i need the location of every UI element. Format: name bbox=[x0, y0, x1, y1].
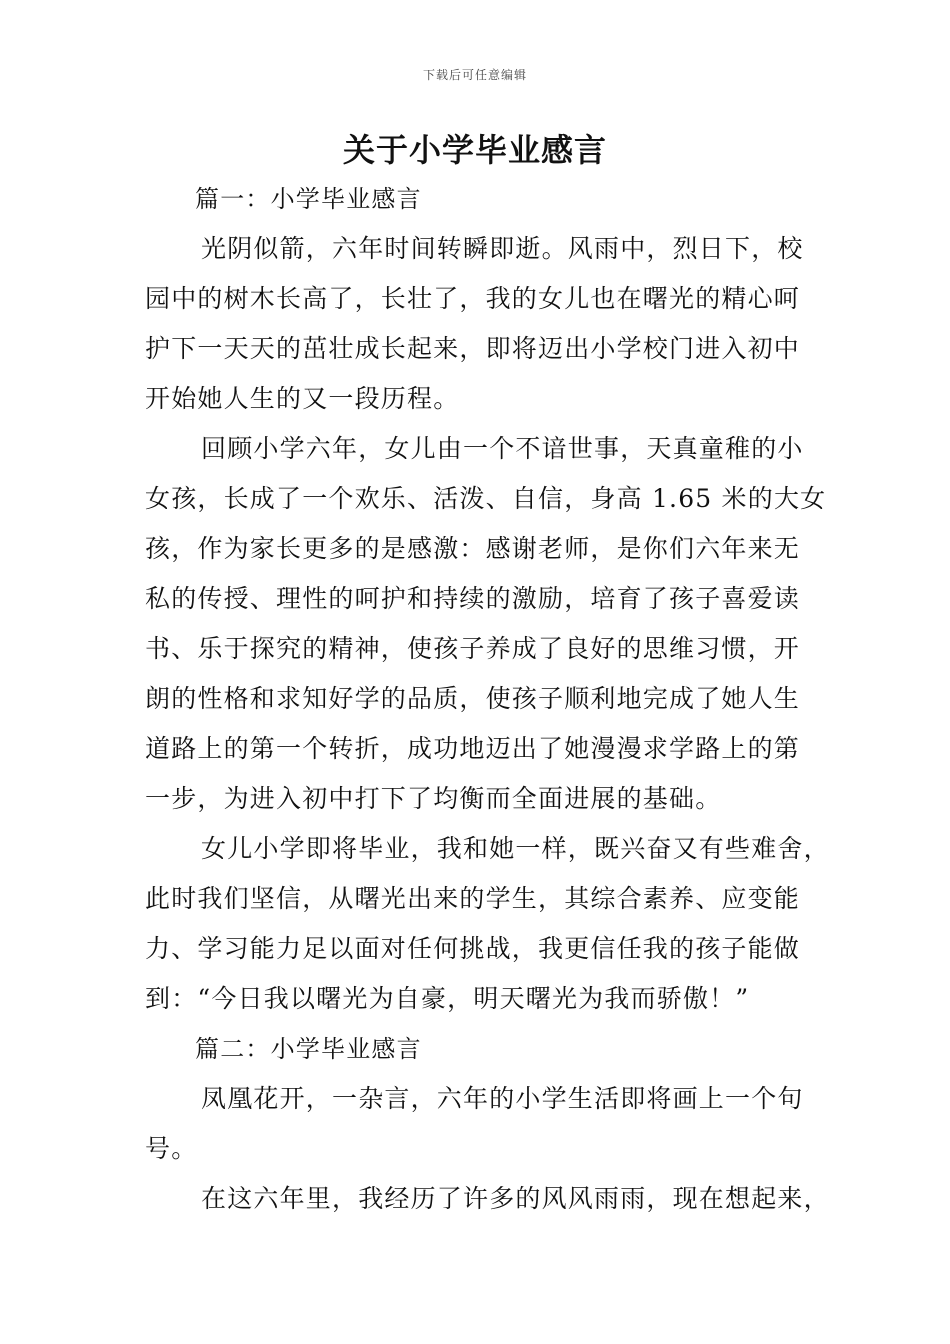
text-line: 此时我们坚信，从曙光出来的学生，其综合素养、应变能 bbox=[145, 884, 801, 913]
text-line: 凤凰花开，一杂言，六年的小学生活即将画上一个句 bbox=[201, 1084, 804, 1113]
text-line: 女孩，长成了一个欢乐、活泼、自信，身高 1.65 米的大女 bbox=[145, 484, 827, 513]
text-line: 在这六年里，我经历了许多的风风雨雨，现在想起来， bbox=[201, 1184, 830, 1213]
text-line: 一步，为进入初中打下了均衡而全面进展的基础。 bbox=[145, 784, 722, 813]
paragraph bbox=[145, 1074, 815, 1174]
text-line: 号。 bbox=[145, 1134, 198, 1163]
text-line: 开始她人生的又一段历程。 bbox=[145, 384, 460, 413]
section-heading: 篇二：小学毕业感言 bbox=[195, 1035, 422, 1063]
text-line: 护下一天天的茁壮成长起来，即将迈出小学校门进入初中 bbox=[145, 334, 801, 363]
page-header-note: 下载后可任意编辑 bbox=[422, 68, 527, 82]
document-title: 关于小学毕业感言 bbox=[342, 131, 607, 169]
text-line: 力、学习能力足以面对任何挑战，我更信任我的孩子能做 bbox=[145, 934, 801, 963]
paragraph bbox=[145, 824, 830, 1024]
text-line: 光阴似箭，六年时间转瞬即逝。风雨中，烈日下，校 bbox=[201, 234, 804, 263]
text-line: 朗的性格和求知好学的品质，使孩子顺利地完成了她人生 bbox=[145, 684, 801, 713]
text-line: 道路上的第一个转折，成功地迈出了她漫漫求学路上的第 bbox=[145, 734, 801, 763]
document-body bbox=[145, 174, 830, 1224]
text-line: 园中的树木长高了，长壮了，我的女儿也在曙光的精心呵 bbox=[145, 284, 801, 313]
text-line: 私的传授、理性的呵护和持续的激励，培育了孩子喜爱读 bbox=[145, 584, 801, 613]
text-line: 到：“今日我以曙光为自豪，明天曙光为我而骄傲！” bbox=[145, 984, 750, 1013]
text-line: 女儿小学即将毕业，我和她一样，既兴奋又有些难舍， bbox=[201, 834, 830, 863]
paragraph bbox=[145, 1174, 830, 1224]
section-heading: 篇一：小学毕业感言 bbox=[195, 185, 422, 213]
paragraph bbox=[145, 224, 815, 424]
text-line: 回顾小学六年，女儿由一个不谙世事，天真童稚的小 bbox=[201, 434, 804, 463]
text-line: 孩，作为家长更多的是感激：感谢老师，是你们六年来无 bbox=[145, 534, 801, 563]
paragraph bbox=[145, 424, 827, 824]
text-line: 书、乐于探究的精神，使孩子养成了良好的思维习惯，开 bbox=[145, 634, 801, 663]
